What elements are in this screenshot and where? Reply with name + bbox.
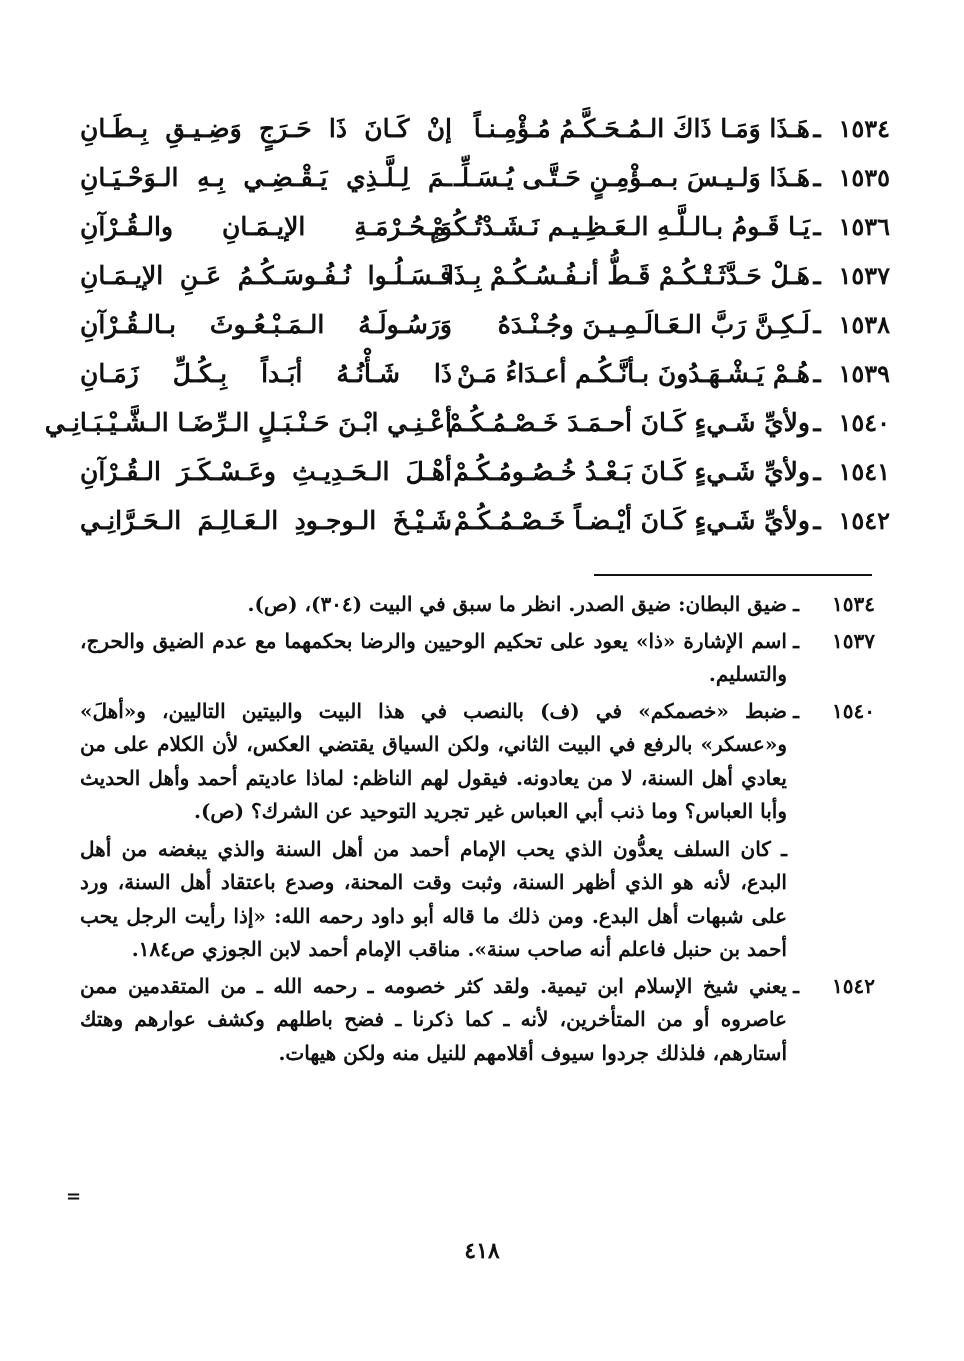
- footnote-body: [80, 588, 787, 622]
- verse-first-hemistich: هَـذَا وَلـيـسَ بـمـؤْمِـنٍ حَـتَّـى يُـسَـلِّـ: [454, 163, 810, 192]
- footnote-number: ١٥٤٠: [832, 698, 875, 723]
- verse-dash: ـ: [813, 359, 821, 388]
- verse-number: ١٥٣٩: [838, 359, 890, 388]
- verse-second-hemistich: شَـيْـخَ الـوجـودِ الـعَـالِـمَ الـحَـرَّانِـي: [80, 506, 452, 535]
- verse-first-hemistich: هَـذَا وَمَـا ذَاكَ الـمُـحَـكَّـمُ مُـؤْمِـنـاً: [473, 114, 810, 143]
- verse-line: [70, 300, 890, 349]
- verse-first-hemistich: هُـمْ يَـشْـهَـدُونَ بـأنَّـكُـم أعـدَاءُ مَـنْ: [457, 359, 810, 388]
- footnote-text: ـ كان السلف يعدُّون الذي يحب الإمام أحمد من أهل السنة والذي يبغضه من أهل البدع، لأنه هو الذي أظهر السنة، وثبت وقت المحنة، وصدع باعتقاد أهل السنة، ورد على شبهات أهل البدع. ومن ذلك ما قاله أبو داود رحمه الله: «إذا رأيت الرجل يحب أحمد بن حنبل فاعلم أنه صاحب سنة». مناقب الإمام أحمد لابن الجوزي ص١٨٤.: [80, 836, 787, 961]
- verse-first-hemistich: هَـلْ حَـدَّثَـتْـكُـمْ قَـطُّ أنـفُـسُـكُـمْ بِـذَا: [446, 261, 810, 290]
- footnote-body: [80, 625, 787, 692]
- footnote: [80, 695, 875, 967]
- verse-number: ١٥٣٤: [838, 114, 890, 143]
- footnote-number: ١٥٣٧: [832, 628, 875, 653]
- footnote-dash: ـ: [793, 592, 799, 616]
- footnote-number: ١٥٤٢: [832, 973, 875, 998]
- verse-number: ١٥٤٢: [838, 506, 890, 535]
- verse-first-hemistich: يَـا قَـومُ بـالـلَّـهِ الـعَـظِـيـم نَـشَـدْتُـكُـمْ: [430, 212, 810, 241]
- footnote-dash: ـ: [793, 698, 799, 723]
- verse-dash: ـ: [813, 310, 821, 339]
- verse-number: ١٥٣٦: [838, 212, 890, 241]
- verse-line: [70, 104, 890, 153]
- footnotes: [80, 588, 875, 1073]
- footnote-separator: [594, 574, 872, 576]
- verse-number: ١٥٤١: [838, 457, 890, 486]
- verse-line: [70, 251, 890, 300]
- verse-second-hemistich: ـمَ لِـلَّـذِي يَـقْـضِـي بِـهِ الـوَحْـيَـانِ: [80, 163, 452, 192]
- footnote-text: ضبط «خصمكم» في (ف) بالنصب في هذا البيت والبيتين التاليين، و«أهلَ» و«عسكر» بالرفع في البيت الثاني، ولكن السياق يقتضي العكس، لأن الكلام على من يعادي أهل السنة، لا من يعادونه. فيقول لهم الناظم: لماذا عاديتم أحمد وأهل الحديث وأبا العباس؟ وما ذنب أبي العباس غير تجريد التوحيد عن الشرك؟ (ص).: [80, 698, 788, 823]
- verse-number: ١٥٣٨: [838, 310, 890, 339]
- verse-line: [70, 349, 890, 398]
- footnote-text: اسم الإشارة «ذا» يعود على تحكيم الوحيين والرضا بحكمهما مع عدم الضيق والحرج، والتسليم.: [80, 628, 787, 686]
- page-number: ٤١٨: [464, 1238, 500, 1264]
- verse-first-hemistich: ولأيِّ شَـيءٍ كَـانَ أيْـضـاً خَـصْـمُـكُـمْ: [454, 506, 810, 535]
- verse-second-hemistich: وَبِـحُـرْمَـةِ الإيـمَـانِ والـقُـرْآنِ: [80, 212, 452, 241]
- verse-dash: ـ: [813, 408, 821, 437]
- footnote: [80, 970, 875, 1071]
- continuation-marker: =: [66, 1186, 82, 1207]
- footnote-body: [80, 695, 787, 967]
- verse-second-hemistich: أهْـلَ الـحَـدِيـثِ وعَـسْـكَـرَ الـقُـرْآنِ: [80, 457, 452, 486]
- footnote: [80, 625, 875, 692]
- verse-line: [70, 447, 890, 496]
- verse-dash: ـ: [813, 212, 821, 241]
- verse-dash: ـ: [813, 163, 821, 192]
- verse-number: ١٥٣٥: [838, 163, 890, 192]
- verse-second-hemistich: أعْـنِـي ابْـنَ حَـنْـبَـلٍ الـرِّضَـا الـشَّـيْـبَـانِـي: [44, 408, 452, 437]
- verse-line: [70, 153, 890, 202]
- footnote-dash: ـ: [793, 628, 799, 653]
- verse-line: [44, 398, 890, 447]
- footnote: [80, 588, 875, 622]
- verse-number: ١٥٣٧: [838, 261, 890, 290]
- verse-first-hemistich: لَـكِـنَّ رَبَّ الـعَـالَـمِـيـنَ وجُـنْـدَهُ: [497, 310, 810, 339]
- footnote-number: ١٥٣٤: [832, 592, 875, 616]
- footnote-text: يعني شيخ الإسلام ابن تيمية. ولقد كثر خصومه ـ رحمه الله ـ من المتقدمين ممن عاصروه أو من المتأخرين، لأنه ـ كما ذكرنا ـ فضح باطلهم وكشف عوارهم وهتك أستارهم، فلذلك جردوا سيوف أقلامهم للنيل منه ولكن هيهات.: [80, 973, 787, 1065]
- verse-dash: ـ: [813, 457, 821, 486]
- verse-number: ١٥٤٠: [838, 408, 890, 437]
- verse-dash: ـ: [813, 114, 821, 143]
- verse-line: [70, 496, 890, 545]
- verse-second-hemistich: فَـسَـلُـوا نُـفُـوسَـكُـمُ عَـنِ الإيـمَـانِ: [80, 261, 452, 290]
- verse-first-hemistich: ولأيِّ شَـيءٍ كَـانَ أحـمَـدَ خَـصْـمُـكُـمْ: [447, 408, 810, 437]
- verse-second-hemistich: ذَا شَـأْنُـهُ أبَـداً بِـكُـلِّ زَمَـانِ: [80, 359, 452, 388]
- verse-dash: ـ: [813, 261, 821, 290]
- verse-dash: ـ: [813, 506, 821, 535]
- verse-second-hemistich: وَرَسُـولَـهُ الـمَـبْـعُـوثَ بـالـقُـرْآنِ: [80, 310, 452, 339]
- footnote-text: ضيق البطان: ضيق الصدر. انظر ما سبق في البيت (٣٠٤)، (ص).: [247, 592, 787, 616]
- verse-second-hemistich: إنْ كَـانَ ذَا حَـرَجٍ وَضِـيـقِ بِـطَـانِ: [80, 114, 452, 143]
- verse-first-hemistich: ولأيِّ شَـيءٍ كَـانَ بَـعْـدُ خُـصُـومُـكُـمْ: [453, 457, 810, 486]
- poem-verses: [44, 104, 890, 545]
- verse-line: [70, 202, 890, 251]
- footnote-body: [80, 970, 787, 1071]
- footnote-dash: ـ: [793, 973, 799, 998]
